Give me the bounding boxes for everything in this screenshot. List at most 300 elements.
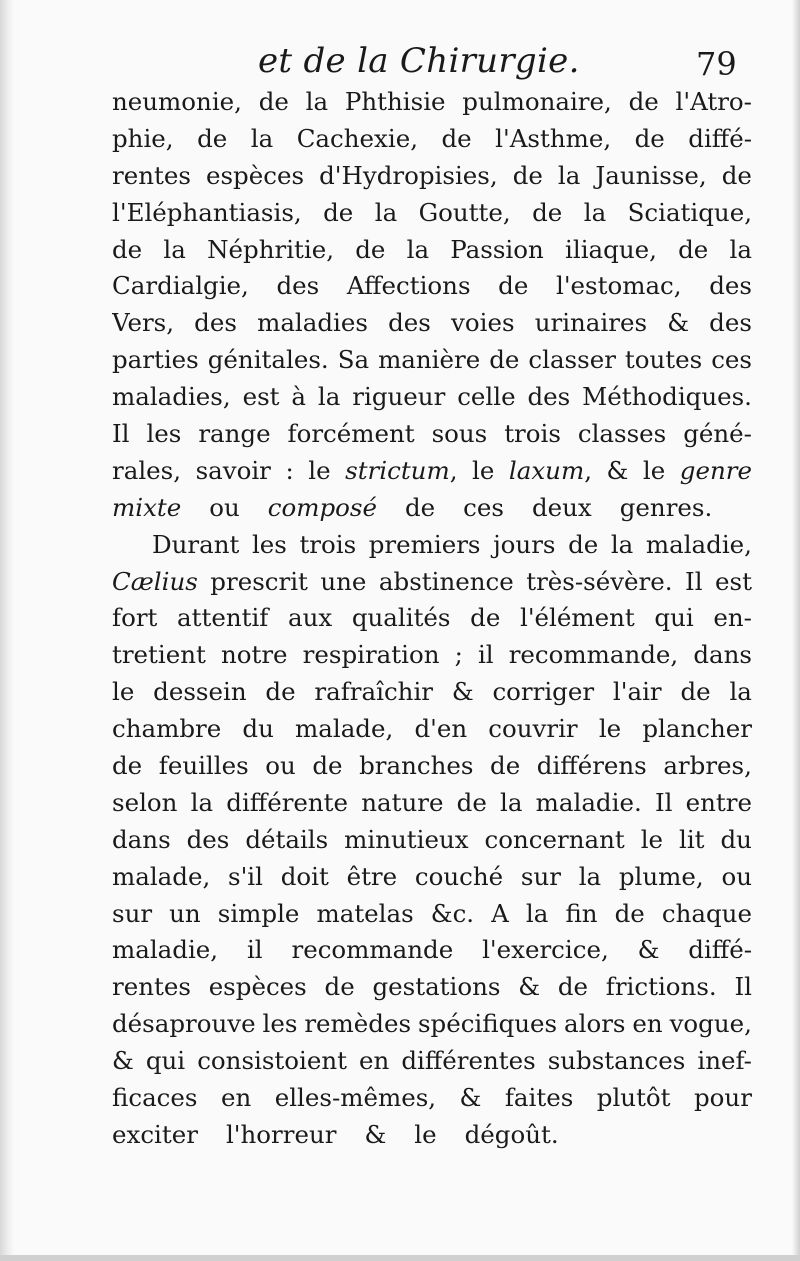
- word: [606, 969, 717, 1006]
- text: concernant: [484, 824, 625, 854]
- text: range: [198, 419, 271, 449]
- word: [491, 896, 509, 933]
- text: deux: [531, 492, 592, 522]
- text: plutôt: [596, 1083, 671, 1113]
- word: [112, 969, 191, 1006]
- word: [528, 379, 571, 416]
- text: ces: [463, 492, 504, 522]
- word: [565, 896, 597, 933]
- word: [257, 305, 368, 342]
- text: en-: [713, 603, 752, 633]
- text: phie,: [112, 123, 174, 153]
- word: [146, 1043, 185, 1080]
- text: &c.: [430, 898, 475, 928]
- word: [308, 453, 330, 490]
- text: toutes: [624, 345, 703, 375]
- text: il: [246, 935, 263, 965]
- word: [299, 527, 356, 564]
- text: est: [715, 566, 752, 596]
- word: [288, 416, 415, 453]
- text: Jaunisse,: [595, 160, 707, 190]
- text: différente: [226, 787, 349, 817]
- word: [619, 859, 704, 896]
- word: [470, 600, 500, 637]
- text: Il: [734, 972, 752, 1002]
- text: la: [190, 787, 214, 817]
- text: les: [251, 529, 287, 559]
- text: la: [317, 382, 341, 412]
- word: [579, 859, 601, 896]
- word: [500, 785, 522, 822]
- text-line: [112, 564, 752, 601]
- word: [451, 305, 515, 342]
- text: neumonie,: [112, 87, 242, 116]
- text: espèces: [205, 160, 305, 190]
- text: l'horreur: [225, 1119, 337, 1149]
- text: d'en: [414, 714, 468, 744]
- text: Il: [112, 419, 130, 449]
- word: [347, 859, 398, 896]
- text: pour: [694, 1083, 752, 1113]
- text: de: [680, 677, 711, 707]
- text-line: [112, 1006, 752, 1043]
- text: gestations: [372, 972, 501, 1002]
- page-edge-bottom: [0, 1255, 800, 1261]
- text-line: [112, 1080, 752, 1117]
- text: genres.: [619, 492, 713, 522]
- text: de: [258, 87, 289, 116]
- text: de: [568, 529, 599, 559]
- word: [112, 785, 177, 822]
- word: [492, 674, 594, 711]
- text: maladies: [257, 308, 368, 338]
- text: de: [197, 123, 228, 153]
- word: [295, 711, 393, 748]
- word: [720, 822, 751, 859]
- text: dans: [112, 824, 171, 854]
- word: [226, 785, 348, 822]
- text: la: [374, 197, 398, 227]
- text: des: [709, 271, 752, 301]
- text: fort: [112, 603, 158, 633]
- text: &: [518, 972, 541, 1002]
- word: [620, 490, 727, 527]
- word: [291, 932, 453, 969]
- text: qui: [145, 1046, 186, 1076]
- word: [558, 969, 588, 1006]
- word: [635, 121, 665, 158]
- text: lit: [678, 824, 705, 854]
- word: [599, 711, 621, 748]
- text: la: [729, 234, 752, 264]
- word: [564, 1006, 625, 1043]
- text: de: [628, 87, 659, 116]
- word: [379, 564, 514, 601]
- word: [680, 453, 752, 490]
- word: [678, 232, 708, 269]
- text: feuilles: [158, 751, 249, 781]
- text: jours: [493, 529, 556, 559]
- body-text: [112, 84, 752, 1154]
- word: [319, 158, 498, 195]
- text: des: [186, 824, 230, 854]
- word: [197, 121, 227, 158]
- text-line: [112, 600, 752, 637]
- text: s'il: [228, 861, 263, 891]
- word: [632, 1006, 662, 1043]
- text: attentif: [177, 603, 269, 633]
- word: [683, 416, 752, 453]
- text: l'élément: [519, 603, 635, 633]
- text-line: [112, 748, 752, 785]
- word: [347, 268, 471, 305]
- word: [375, 195, 397, 232]
- word: [629, 84, 659, 121]
- word: [628, 195, 752, 232]
- text: sur: [520, 861, 561, 891]
- text: Affections: [346, 271, 471, 301]
- text-line: [112, 416, 752, 453]
- text: de: [557, 972, 588, 1002]
- text-line: [112, 232, 752, 269]
- word: [187, 822, 230, 859]
- text: l'air: [612, 677, 662, 707]
- word: [352, 600, 451, 637]
- text: différentes: [401, 1046, 536, 1076]
- word: [611, 527, 633, 564]
- text: des: [194, 308, 237, 338]
- word: [306, 84, 328, 121]
- text: maladie.: [535, 787, 642, 817]
- word: [643, 453, 665, 490]
- text: substances: [547, 1046, 686, 1076]
- text: Il: [654, 787, 673, 817]
- word: [344, 822, 468, 859]
- text: la: [525, 898, 549, 928]
- text: Durant: [152, 529, 240, 559]
- word: [450, 232, 544, 269]
- text-line: [112, 379, 752, 416]
- word: [582, 379, 752, 416]
- word: [709, 305, 752, 342]
- word: [489, 342, 519, 379]
- word: [112, 195, 302, 232]
- word: [667, 305, 689, 342]
- word: [112, 342, 199, 379]
- word: [584, 195, 606, 232]
- text: être: [346, 861, 398, 891]
- text: la: [610, 529, 634, 559]
- text: Il: [685, 566, 703, 596]
- word: [405, 490, 449, 527]
- word: [221, 637, 288, 674]
- text: ficaces: [112, 1083, 198, 1113]
- word: [297, 121, 418, 158]
- word: [153, 674, 246, 711]
- word: [478, 637, 494, 674]
- word: [112, 416, 130, 453]
- word: [112, 932, 218, 969]
- text: rentes: [112, 160, 191, 190]
- text-line: [112, 121, 752, 158]
- text: frictions.: [605, 972, 717, 1002]
- text: de: [441, 123, 472, 153]
- word: [578, 416, 666, 453]
- word: [693, 637, 752, 674]
- word: [662, 896, 752, 933]
- word: [532, 490, 606, 527]
- text: en: [359, 1046, 390, 1076]
- text: des: [388, 308, 431, 338]
- word: [558, 158, 580, 195]
- page-gutter-shadow: [0, 0, 14, 1261]
- text: abstinence: [378, 566, 514, 596]
- text: classer: [528, 345, 616, 375]
- word: [112, 711, 221, 748]
- text: de: [323, 197, 354, 227]
- text: la: [583, 197, 607, 227]
- word: [194, 305, 237, 342]
- word: [228, 859, 263, 896]
- word: [318, 379, 340, 416]
- word: [265, 748, 296, 785]
- word: [721, 859, 752, 896]
- word: [314, 674, 433, 711]
- word: [711, 342, 752, 379]
- text: diffé-: [688, 935, 752, 965]
- text: recommande,: [508, 640, 679, 670]
- text: Passion: [450, 234, 544, 264]
- text: du: [720, 824, 752, 854]
- text: la: [729, 677, 752, 707]
- text: qualités: [351, 603, 451, 633]
- text-line: [112, 822, 752, 859]
- text: des: [527, 382, 571, 412]
- text: l'exercice,: [482, 935, 609, 965]
- word: [655, 785, 673, 822]
- text: chambre: [112, 714, 222, 744]
- word: [713, 600, 752, 637]
- word: [709, 268, 752, 305]
- text: la: [557, 160, 581, 190]
- text: sous: [431, 419, 488, 449]
- italic-text: mixte: [112, 492, 182, 522]
- word: [372, 969, 500, 1006]
- text: &: [459, 1083, 482, 1113]
- text: de: [112, 234, 143, 264]
- word: [490, 748, 520, 785]
- word: [418, 1006, 557, 1043]
- word: [243, 379, 280, 416]
- word: [312, 748, 342, 785]
- text: &: [364, 1119, 387, 1149]
- word: [460, 1080, 482, 1117]
- text: celle: [457, 382, 516, 412]
- word: [275, 1080, 436, 1117]
- text: &: [637, 935, 660, 965]
- word: [488, 711, 577, 748]
- word: [112, 564, 198, 601]
- word: [303, 637, 440, 674]
- text: détails: [245, 824, 329, 854]
- text: rafraîchir: [314, 677, 434, 707]
- text: notre: [220, 640, 288, 670]
- text: de: [489, 345, 520, 375]
- text-line: [112, 932, 752, 969]
- word: [646, 527, 752, 564]
- word: [521, 859, 561, 896]
- text: Néphritie,: [207, 234, 334, 264]
- text: ou: [265, 751, 296, 781]
- word: [414, 711, 467, 748]
- text: ces: [711, 345, 752, 375]
- word: [485, 822, 625, 859]
- text: diffé-: [688, 123, 752, 153]
- text: :: [285, 455, 294, 485]
- word: [112, 1080, 197, 1117]
- text: de: [532, 197, 563, 227]
- word: [729, 674, 751, 711]
- word: [625, 342, 702, 379]
- word: [112, 896, 152, 933]
- word: [457, 379, 515, 416]
- word: [364, 1117, 400, 1154]
- word: [281, 859, 329, 896]
- text: classes: [577, 419, 667, 449]
- text: la: [250, 123, 274, 153]
- text: branches: [359, 751, 474, 781]
- text: selon: [112, 787, 178, 817]
- text: Cachexie,: [296, 123, 418, 153]
- word: [285, 453, 293, 490]
- text: qui: [654, 603, 694, 633]
- text: respiration: [302, 640, 440, 670]
- text: Cardialgie,: [112, 271, 249, 301]
- text: chaque: [661, 898, 752, 928]
- word: [361, 785, 443, 822]
- text-line: [112, 342, 752, 379]
- word: [548, 1043, 686, 1080]
- text-line: [112, 859, 752, 896]
- word: [112, 1117, 212, 1154]
- text: de: [324, 972, 355, 1002]
- word: [697, 1043, 752, 1080]
- word: [415, 859, 503, 896]
- word: [112, 453, 181, 490]
- word: [615, 896, 645, 933]
- word: [414, 1117, 450, 1154]
- word: [401, 1043, 535, 1080]
- text: de: [512, 160, 543, 190]
- text-line: [112, 1117, 752, 1154]
- word: [498, 268, 528, 305]
- word: [493, 527, 555, 564]
- word: [526, 896, 548, 933]
- text: Phthisie: [344, 87, 446, 116]
- text: à: [291, 382, 307, 412]
- text: des: [276, 271, 320, 301]
- word: [355, 232, 385, 269]
- word: [317, 896, 414, 933]
- text: matelas: [316, 898, 414, 928]
- text: génitales.: [207, 345, 329, 375]
- text: du: [242, 714, 274, 744]
- word: [359, 1043, 389, 1080]
- text: la: [500, 787, 523, 817]
- text-line: [112, 84, 752, 121]
- text: le: [642, 455, 666, 485]
- text-line: [112, 785, 752, 822]
- text-line: [112, 527, 752, 564]
- text: de: [355, 234, 386, 264]
- word: [242, 711, 273, 748]
- word: [504, 416, 561, 453]
- word: [209, 490, 254, 527]
- text: ;: [454, 640, 463, 670]
- word: [323, 195, 353, 232]
- word: [197, 1043, 347, 1080]
- word: [457, 785, 487, 822]
- word: [419, 195, 511, 232]
- word: [686, 785, 752, 822]
- text: maladie,: [645, 529, 752, 559]
- text: forcément: [287, 419, 415, 449]
- word: [676, 84, 752, 121]
- word: [112, 158, 191, 195]
- word: [112, 305, 174, 342]
- word: [654, 600, 693, 637]
- text: alors: [564, 1009, 626, 1039]
- text: le: [598, 714, 622, 744]
- text: vogue,: [669, 1009, 752, 1039]
- text: le: [640, 824, 664, 854]
- text: trois: [504, 419, 561, 449]
- text: couché: [414, 861, 504, 891]
- text-line: [112, 674, 752, 711]
- word: [146, 416, 181, 453]
- word: [198, 416, 270, 453]
- text: remèdes: [304, 1009, 412, 1039]
- word: [259, 84, 289, 121]
- word: [369, 527, 481, 564]
- text-line: [112, 158, 752, 195]
- word: [152, 527, 239, 564]
- word: [638, 932, 660, 969]
- text: spécifiques: [417, 1009, 558, 1039]
- text: de: [614, 898, 645, 928]
- word: [177, 600, 268, 637]
- word: [112, 1043, 134, 1080]
- text: de: [470, 603, 501, 633]
- text: &: [667, 308, 690, 338]
- word: [670, 1006, 752, 1043]
- text: premiers: [368, 529, 481, 559]
- italic-text: strictum: [345, 455, 450, 485]
- word: [462, 84, 612, 121]
- text: nature: [361, 787, 444, 817]
- word: [730, 232, 752, 269]
- text: Sa: [337, 345, 370, 375]
- text: des: [709, 308, 752, 338]
- text: maladie,: [112, 935, 219, 965]
- text: arbres,: [663, 751, 752, 781]
- italic-text: Cælius: [112, 566, 198, 596]
- word: [206, 158, 304, 195]
- word: [276, 268, 319, 305]
- word: [535, 305, 647, 342]
- text: les: [262, 1009, 298, 1039]
- text: en: [220, 1083, 252, 1113]
